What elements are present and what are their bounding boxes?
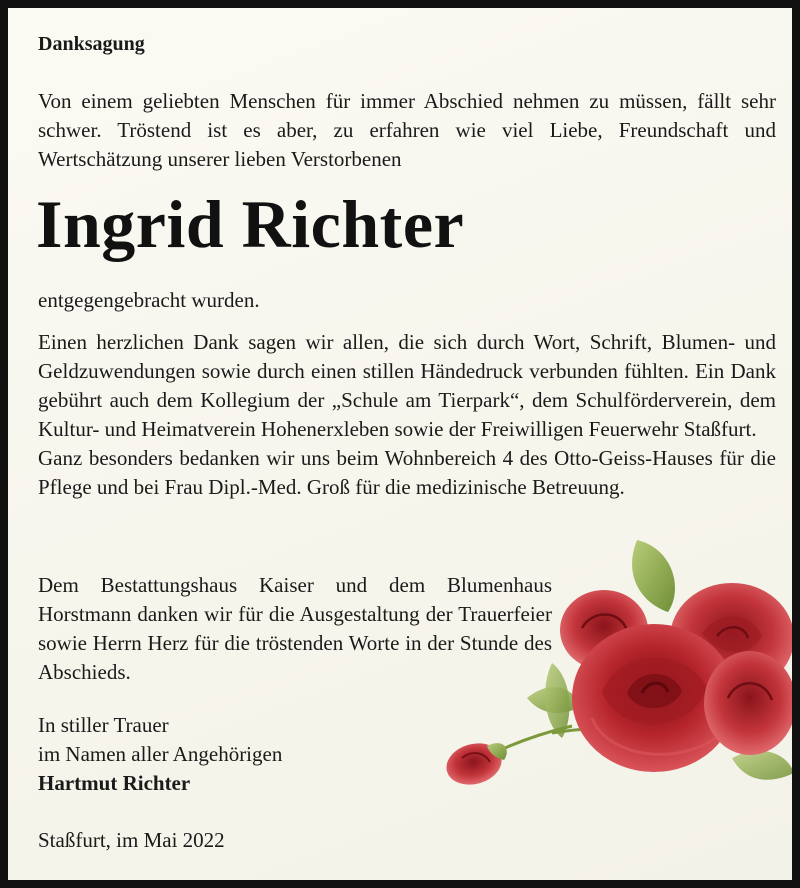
signer-name: Hartmut Richter	[38, 771, 191, 795]
thanks-text	[38, 328, 776, 502]
after-name-text: entgegengebracht wurden.	[38, 288, 260, 312]
deceased-name: Ingrid Richter	[36, 186, 465, 262]
intro-text: Von einem geliebten Menschen für immer Abschied nehmen zu müssen, fällt sehr schwer. Tröstend ist es aber, zu erfahren wie viel Liebe, Freundschaft und Wertschätzung unserer lieben Verstorbenen	[38, 89, 776, 171]
closing-line-1: In stiller Trauer	[38, 713, 169, 737]
closing-block	[38, 711, 282, 798]
funeral-thanks-text: Dem Bestattungshaus Kaiser und dem Blumenhaus Horstmann danken wir für die Ausgestaltung der Trauerfeier sowie Herrn Herz für die tröstenden Worte in der Stunde des Abschieds.	[38, 573, 552, 684]
closing-line-2: im Namen aller Angehörigen	[38, 742, 283, 766]
place-date: Staßfurt, im Mai 2022	[38, 828, 225, 852]
heading: Danksagung	[38, 33, 145, 55]
thanks-paragraph-2: Ganz besonders bedanken wir uns beim Wohnbereich 4 des Otto-Geiss-Hauses für die Pflege und bei Frau Dipl.-Med. Groß für die medizinische Betreuung.	[38, 446, 776, 499]
obituary-card	[8, 8, 792, 880]
thanks-paragraph-1: Einen herzlichen Dank sagen wir allen, die sich durch Wort, Schrift, Blumen- und Geldzuwendungen sowie durch einen stillen Händedruck verbunden fühlten. Ein Dank gebührt auch dem Kollegium der „Schule am Tierpark“, dem Schulförderverein, dem Kultur- und Heimatverein Hohenerxleben sowie der Freiwilligen Feuerwehr Staßfurt.	[38, 330, 776, 441]
